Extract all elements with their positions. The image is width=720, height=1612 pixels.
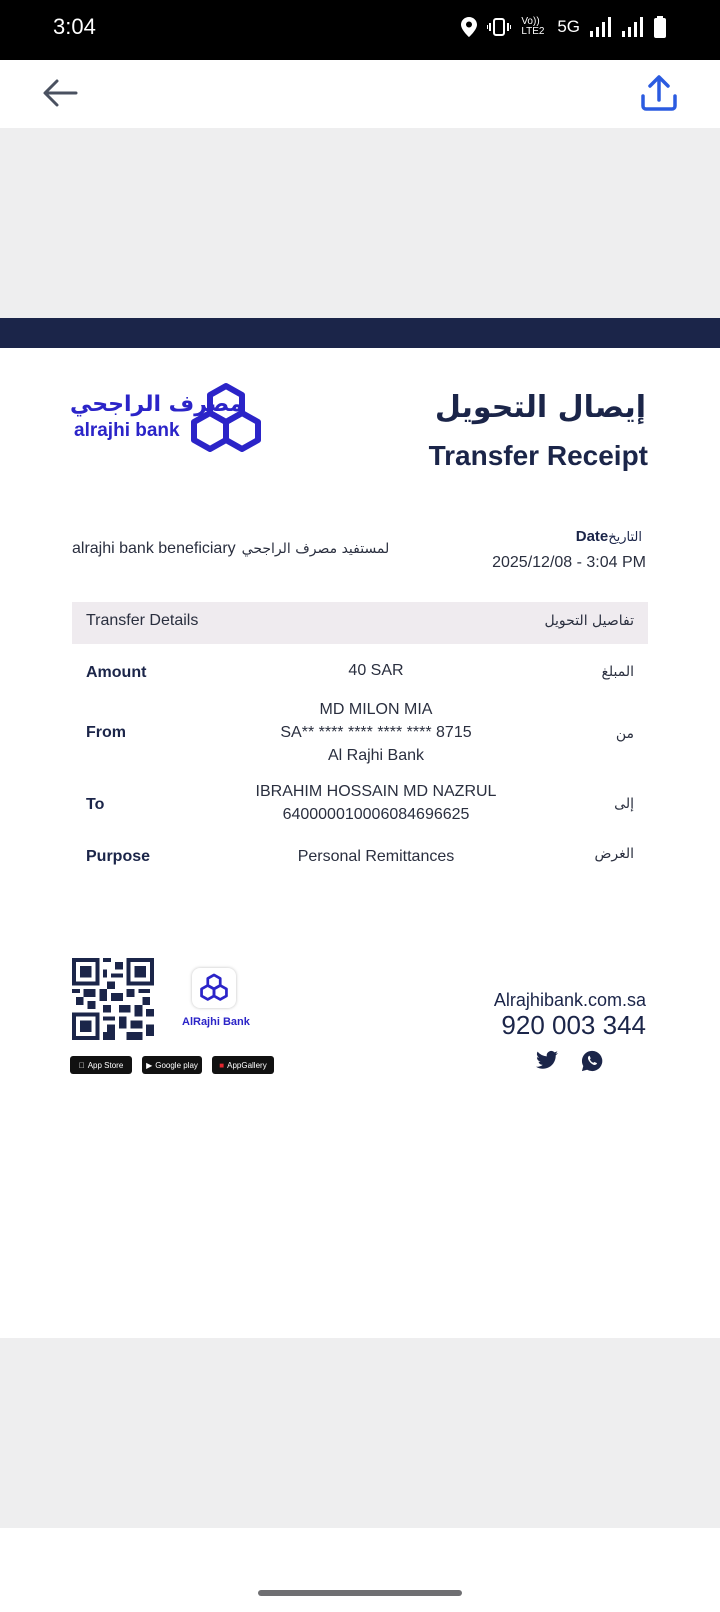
bank-website: Alrajhibank.com.sa	[493, 990, 646, 1010]
app-bar	[0, 60, 720, 128]
home-gesture-handle[interactable]	[258, 1590, 462, 1596]
vibrate-icon	[487, 18, 511, 36]
beneficiary-arabic: لمستفيد مصرف الراجحي	[241, 541, 390, 557]
amount-line: 40 SAR	[348, 662, 404, 679]
location-icon	[461, 17, 477, 37]
from-bank: Al Rajhi Bank	[327, 747, 425, 764]
from-name: MD MILON MIA	[319, 701, 433, 718]
bank-name-english: alrajhi bank	[74, 420, 180, 441]
whatsapp-icon	[581, 1050, 603, 1072]
purpose-line: Personal Remittances	[297, 848, 455, 865]
to-name: IBRAHIM HOSSAIN MD NAZRUL	[255, 783, 497, 800]
to-account: 640000010006084696625	[282, 806, 470, 823]
app-gallery-badge: ■ AppGallery	[212, 1056, 274, 1074]
amount-value	[200, 659, 552, 682]
battery-icon	[654, 16, 666, 38]
receipt-title: Transfer Receipt	[428, 440, 648, 471]
from-value	[200, 698, 552, 767]
alrajhi-app-icon	[200, 973, 228, 1001]
to-label-arabic: إلى	[614, 796, 634, 812]
transfer-receipt	[0, 348, 720, 1338]
beneficiary-type	[72, 540, 389, 558]
amount-label-arabic: المبلغ	[601, 664, 634, 680]
details-header-arabic: تفاصيل التحويل	[544, 613, 634, 629]
network-label: 5G	[557, 17, 580, 36]
status-time: 3:04	[53, 14, 96, 39]
apple-icon	[79, 1061, 85, 1070]
details-header-english: Transfer Details	[86, 612, 199, 629]
twitter-icon	[536, 1050, 558, 1070]
app-store-badge: App Store	[70, 1056, 132, 1074]
purpose-label: Purpose	[86, 848, 151, 865]
app-name: AlRajhi Bank	[182, 1016, 250, 1028]
alrajhi-logo-icon	[190, 382, 262, 452]
volte-label: Vo)) LTE2	[521, 16, 545, 37]
to-value	[200, 780, 552, 826]
from-label-arabic: من	[615, 726, 634, 742]
from-account: SA** **** **** **** **** 8715	[280, 724, 472, 741]
receipt-title-arabic: إيصال التحويل	[434, 390, 646, 425]
date-label-english: Date	[575, 528, 609, 545]
purpose-label-arabic: الغرض	[594, 846, 634, 862]
receipt-header-band	[0, 318, 720, 348]
system-nav-bar	[0, 1528, 720, 1612]
signal-icon-2	[622, 17, 644, 37]
date-value: 2025/12/08 - 3:04 PM	[492, 554, 646, 571]
date-label-arabic: التاريخ	[608, 530, 642, 545]
status-icons	[461, 16, 666, 38]
from-label: From	[86, 724, 126, 741]
arrow-left-icon[interactable]	[42, 78, 78, 108]
transfer-details-header	[72, 602, 648, 644]
qr-code	[72, 958, 154, 1040]
google-play-badge: ▶ Google play	[142, 1056, 202, 1074]
to-label: To	[86, 796, 105, 813]
app-icon-tile	[192, 968, 236, 1008]
signal-icon	[590, 17, 612, 37]
date-label	[576, 528, 646, 545]
receipt-bottom-margin	[0, 1338, 720, 1528]
beneficiary-english: alrajhi bank beneficiary	[72, 540, 236, 557]
play-icon: ▶	[146, 1060, 153, 1070]
bank-name-arabic: مصرف الراجحي	[70, 392, 244, 417]
status-bar	[0, 0, 720, 60]
purpose-value	[200, 845, 552, 868]
huawei-icon: ■	[219, 1060, 225, 1070]
share-upload-icon[interactable]	[640, 74, 678, 112]
bank-phone: 920 003 344	[501, 1010, 646, 1040]
amount-label: Amount	[86, 664, 147, 681]
receipt-top-margin	[0, 128, 720, 318]
